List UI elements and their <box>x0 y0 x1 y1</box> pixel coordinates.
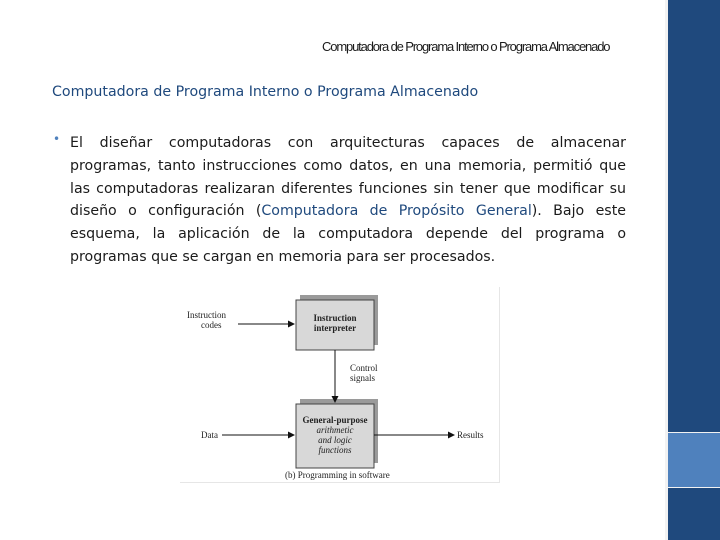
bullet-paragraph <box>70 132 626 269</box>
bullet-highlight: Computadora de Propósito General <box>261 203 532 220</box>
side-band-bottom <box>668 488 720 540</box>
instruction-codes-line2: codes <box>201 320 222 330</box>
data-label: Data <box>201 430 218 440</box>
interpreter-line2: interpreter <box>313 323 357 333</box>
figure-caption: (b) Programming in software <box>285 470 390 480</box>
control-signals-label <box>350 363 378 383</box>
general-purpose-line1: General-purpose <box>302 415 368 425</box>
programming-in-software-figure <box>180 287 500 483</box>
side-band-top <box>668 0 720 432</box>
general-purpose-line3: and logic <box>318 435 352 445</box>
slide-subtitle: Computadora de Programa Interno o Programa Almacenado <box>52 84 479 100</box>
instruction-codes-label <box>187 310 226 330</box>
interpreter-label <box>296 313 374 333</box>
general-purpose-line2: arithmetic <box>316 425 354 435</box>
bullet-icon: • <box>53 132 61 146</box>
side-band-middle <box>668 433 720 487</box>
general-purpose-line4: functions <box>318 445 352 455</box>
bullet-text-start: El diseñar computadoras con arquitecturas capaces de almacenar programas, tanto instrucciones como datos, en una memoria, permitió que las computadoras realizaran diferentes funciones sin tener que modificar su diseño o configuración ( <box>70 135 626 220</box>
control-signals-line1: Control <box>350 363 378 373</box>
general-purpose-label <box>296 415 374 455</box>
bullet-text-end: ). Bajo este esquema, la aplicación de la computadora depende del programa o programas que se cargan en memoria para ser procesados. <box>70 203 626 265</box>
interpreter-line1: Instruction <box>313 313 357 323</box>
control-signals-line2: signals <box>350 373 376 383</box>
slide-title: Computadora de Programa Interno o Programa Almacenado <box>322 39 610 54</box>
results-label: Results <box>457 430 484 440</box>
instruction-codes-line1: Instruction <box>187 310 226 320</box>
